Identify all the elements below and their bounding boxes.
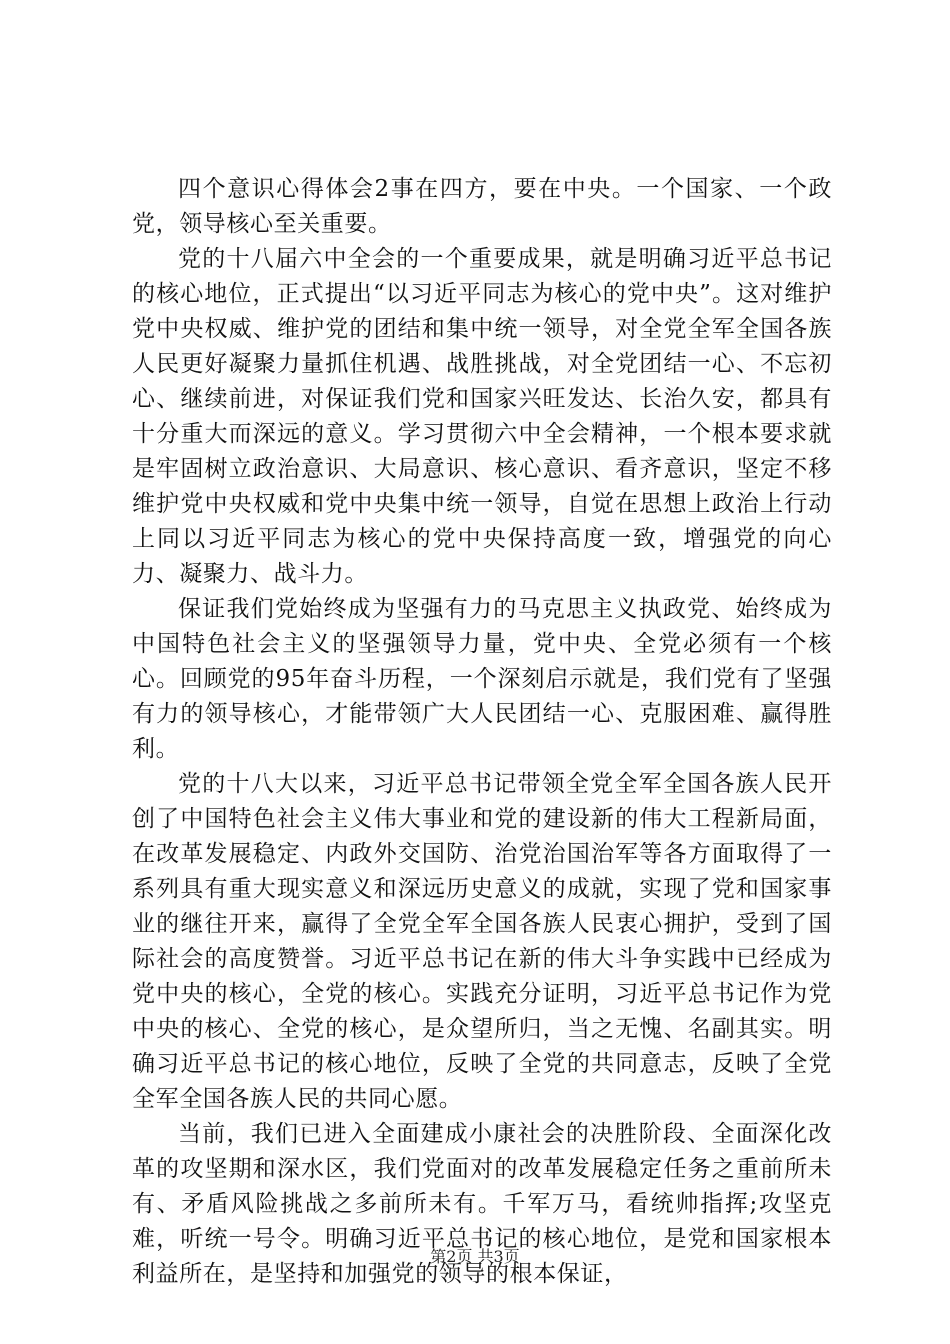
paragraph-5: 当前，我们已进入全面建成小康社会的决胜阶段、全面深化改革的攻坚期和深水区，我们党面对的改革发展稳定任务之重前所未有、矛盾风险挑战之多前所未有。千军万马，看统帅指挥;攻坚克难，听统一号令。明确习近平总书记的核心地位，是党和国家根本利益所在，是坚持和加强党的领导的根本保证， — [132, 1121, 832, 1287]
paragraph-2: 党的十八届六中全会的一个重要成果，就是明确习近平总书记的核心地位，正式提出“以习近平同志为核心的党中央”。这对维护党中央权威、维护党的团结和集中统一领导，对全党全军全国各族人民更好凝聚力量抓住机遇、战胜挑战，对全党团结一心、不忘初心、继续前进，对保证我们党和国家兴旺发达、长治久安，都具有十分重大而深远的意义。学习贯彻六中全会精神，一个根本要求就是牢固树立政治意识、大局意识、核心意识、看齐意识，坚定不移维护党中央权威和党中央集中统一领导，自觉在思想上政治上行动上同以习近平同志为核心的党中央保持高度一致，增强党的向心力、凝聚力、战斗力。 — [132, 246, 832, 587]
document-body — [132, 172, 832, 1292]
page-number-footer: 第2页 共3页 — [430, 1247, 520, 1266]
paragraph-3: 保证我们党始终成为坚强有力的马克思主义执政党、始终成为中国特色社会主义的坚强领导力量，党中央、全党必须有一个核心。回顾党的95年奋斗历程，一个深刻启示就是，我们党有了坚强有力的领导核心，才能带领广大人民团结一心、克服困难、赢得胜利。 — [132, 596, 832, 762]
paragraph-1: 四个意识心得体会2事在四方，要在中央。一个国家、一个政党，领导核心至关重要。 — [132, 176, 832, 237]
paragraph-4: 党的十八大以来，习近平总书记带领全党全军全国各族人民开创了中国特色社会主义伟大事业和党的建设新的伟大工程新局面，在改革发展稳定、内政外交国防、治党治国治军等各方面取得了一系列具有重大现实意义和深远历史意义的成就，实现了党和国家事业的继往开来，赢得了全党全军全国各族人民衷心拥护，受到了国际社会的高度赞誉。习近平总书记在新的伟大斗争实践中已经成为党中央的核心，全党的核心。实践充分证明，习近平总书记作为党中央的核心、全党的核心，是众望所归，当之无愧、名副其实。明确习近平总书记的核心地位，反映了全党的共同意志，反映了全党全军全国各族人民的共同心愿。 — [132, 771, 832, 1112]
